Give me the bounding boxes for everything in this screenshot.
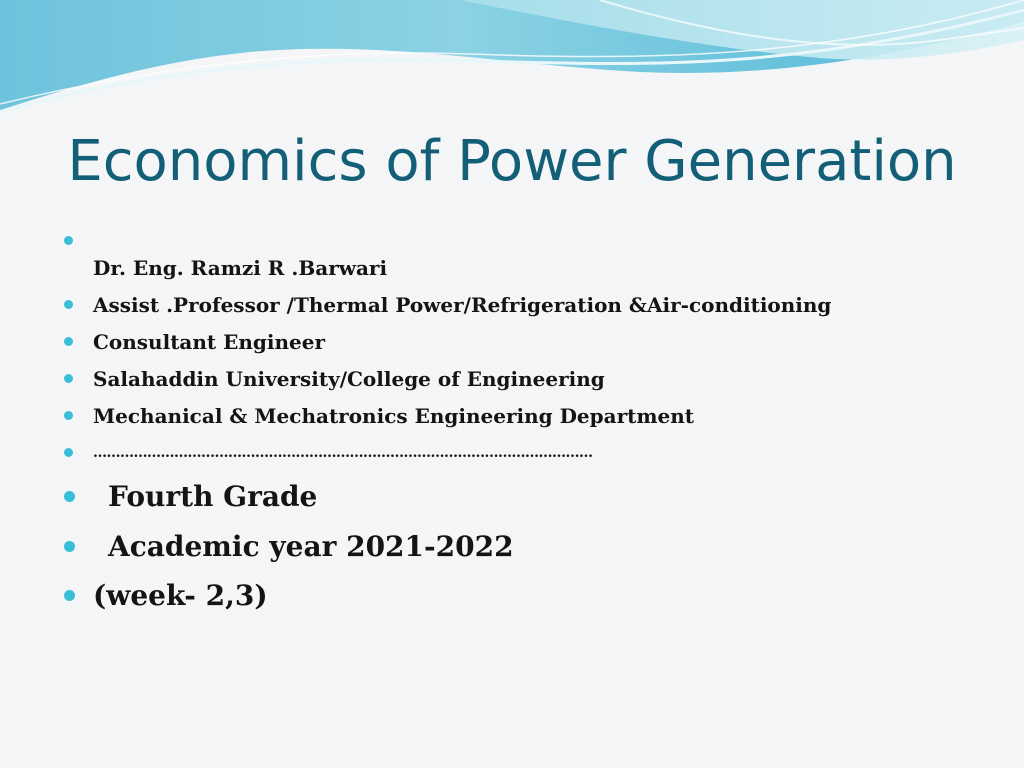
bullet-dot-icon <box>64 337 73 346</box>
bullet-dot-icon <box>64 590 75 601</box>
bullet-dot-icon <box>64 541 75 552</box>
bullet-dot-icon <box>64 374 73 383</box>
bullet-dot-icon <box>64 491 75 502</box>
university-text: Salahaddin University/College of Engineering <box>93 367 605 391</box>
slide-title: Economics of Power Generation <box>67 129 957 194</box>
author-role: Assist .Professor /Thermal Power/Refrigeration &Air-conditioning <box>93 293 832 317</box>
consultant-text: Consultant Engineer <box>93 330 326 354</box>
bullet-dot-icon <box>64 448 73 457</box>
bullet-dot-icon <box>64 300 73 309</box>
department-text: Mechanical & Mechatronics Engineering Department <box>93 404 695 428</box>
bullet-empty <box>64 228 994 248</box>
week-text: (week- 2,3) <box>93 579 268 612</box>
author-name: Dr. Eng. Ramzi R .Barwari <box>93 256 388 280</box>
bullet-dot-icon <box>64 236 73 245</box>
grade-text: Fourth Grade <box>108 480 318 513</box>
bullet-dot-icon <box>64 411 73 420</box>
separator-dots: ………………………………………………………………………………………………… <box>93 445 593 461</box>
academic-year-text: Academic year 2021-2022 <box>108 530 514 563</box>
